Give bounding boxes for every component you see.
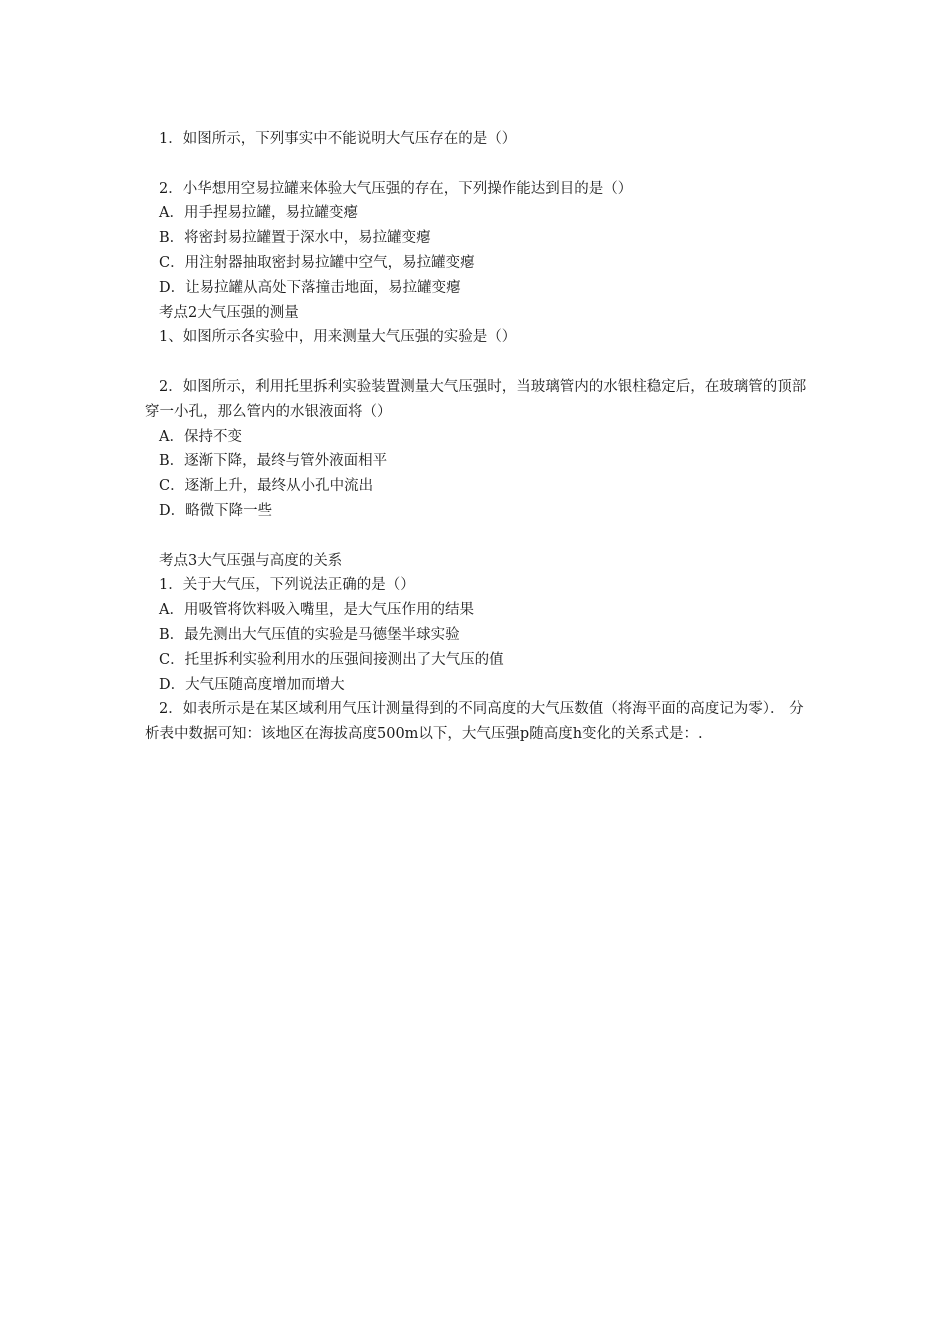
s2-question-1: 1、如图所示各实验中，用来测量大气压强的实验是（） — [159, 329, 517, 346]
s3-question-1: 1．关于大气压，下列说法正确的是（） — [159, 577, 415, 594]
s1-q2-option-c: C．用注射器抽取密封易拉罐中空气，易拉罐变瘪 — [159, 254, 475, 271]
spacer — [145, 152, 810, 177]
s3-q1-option-d: D．大气压随高度增加而增大 — [159, 676, 345, 693]
s2-q2-option-a: A．保持不变 — [159, 428, 242, 445]
s3-question-2: 2．如表所示是在某区域利用气压计测量得到的不同高度的大气压数值（将海平面的高度记为零）． 分析表中数据可知：该地区在海拔高度500m以下，大气压强p随高度h变化的关系式是：. — [145, 701, 804, 743]
s1-q2-option-b: B．将密封易拉罐置于深水中，易拉罐变瘪 — [159, 230, 431, 247]
s1-q2-option-a: A．用手捏易拉罐，易拉罐变瘪 — [159, 205, 358, 222]
spacer — [145, 350, 810, 375]
s3-q1-option-a: A．用吸管将饮料吸入嘴里，是大气压作用的结果 — [159, 602, 474, 619]
s1-q2-option-d: D．让易拉罐从高处下落撞击地面，易拉罐变瘪 — [159, 279, 461, 296]
section-2-heading: 考点2大气压强的测量 — [159, 304, 299, 321]
spacer — [145, 524, 810, 549]
s1-question-2: 2．小华想用空易拉罐来体验大气压强的存在，下列操作能达到目的是（） — [159, 180, 633, 197]
document-page — [145, 127, 810, 747]
section-3-heading: 考点3大气压强与高度的关系 — [159, 552, 343, 569]
s2-q2-option-b: B．逐渐下降，最终与管外液面相平 — [159, 453, 388, 470]
s2-q2-option-d: D．略微下降一些 — [159, 502, 273, 519]
s2-q2-option-c: C．逐渐上升，最终从小孔中流出 — [159, 478, 374, 495]
s3-q1-option-c: C．托里拆利实验利用水的压强间接测出了大气压的值 — [159, 651, 504, 668]
s2-question-2: 2．如图所示，利用托里拆利实验装置测量大气压强时，当玻璃管内的水银柱稳定后，在玻璃管的顶部穿一小孔，那么管内的水银液面将（） — [145, 378, 807, 420]
s1-question-1: 1．如图所示，下列事实中不能说明大气压存在的是（） — [159, 131, 517, 147]
s3-q1-option-b: B．最先测出大气压值的实验是马德堡半球实验 — [159, 626, 460, 643]
